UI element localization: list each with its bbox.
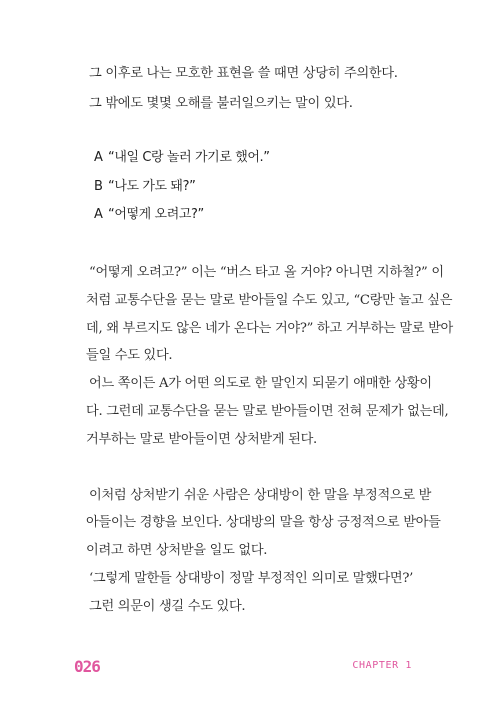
body-line: 거부하는 말로 받아들이면 상처받게 된다.	[86, 432, 317, 447]
dialogue-line	[94, 205, 204, 225]
body-line: 어느 쪽이든 A가 어떤 의도로 한 말인지 되묻기 애매한 상황이	[89, 376, 432, 391]
body-line: 이려고 하면 상처받을 일도 없다.	[86, 543, 268, 558]
body-line: 들일 수도 있다.	[86, 348, 173, 363]
body-line: 다. 그런데 교통수단을 묻는 말로 받아들이면 전혀 문제가 없는데,	[86, 404, 449, 419]
body-line: 그 이후로 나는 모호한 표현을 쓸 때면 상당히 주의한다.	[89, 66, 398, 81]
body-line: 그 밖에도 몇몇 오해를 불러일으키는 말이 있다.	[89, 96, 353, 111]
dialogue-line	[94, 177, 195, 197]
dialogue-speaker: B	[94, 179, 103, 194]
page-number: 026	[74, 657, 100, 676]
body-line: 아들이는 경향을 보인다. 상대방의 말을 항상 긍정적으로 받아들	[86, 515, 441, 530]
dialogue-text: “나도 가도 돼?”	[108, 179, 196, 194]
body-line: ‘그렇게 말한들 상대방이 정말 부정적인 의미로 말했다면?’	[89, 571, 414, 586]
body-line: 처럼 교통수단을 묻는 말로 받아들일 수도 있고, “C랑만 놀고 싶은	[86, 293, 453, 308]
body-line: 데, 왜 부르지도 않은 네가 온다는 거야?” 하고 거부하는 말로 받아	[86, 321, 453, 336]
dialogue-line	[94, 148, 270, 168]
dialogue-text: “어떻게 오려고?”	[108, 207, 204, 222]
dialogue-speaker: A	[94, 207, 103, 222]
body-line: 이처럼 상처받기 쉬운 사람은 상대방이 한 말을 부정적으로 받	[89, 488, 432, 503]
dialogue-speaker: A	[94, 150, 103, 165]
body-line: “어떻게 오려고?” 이는 “버스 타고 올 거야? 아니면 지하철?” 이	[89, 265, 444, 280]
chapter-label: CHAPTER 1	[352, 660, 412, 671]
body-line: 그런 의문이 생길 수도 있다.	[89, 599, 246, 614]
dialogue-text: “내일 C랑 놀러 가기로 했어.”	[108, 150, 270, 165]
